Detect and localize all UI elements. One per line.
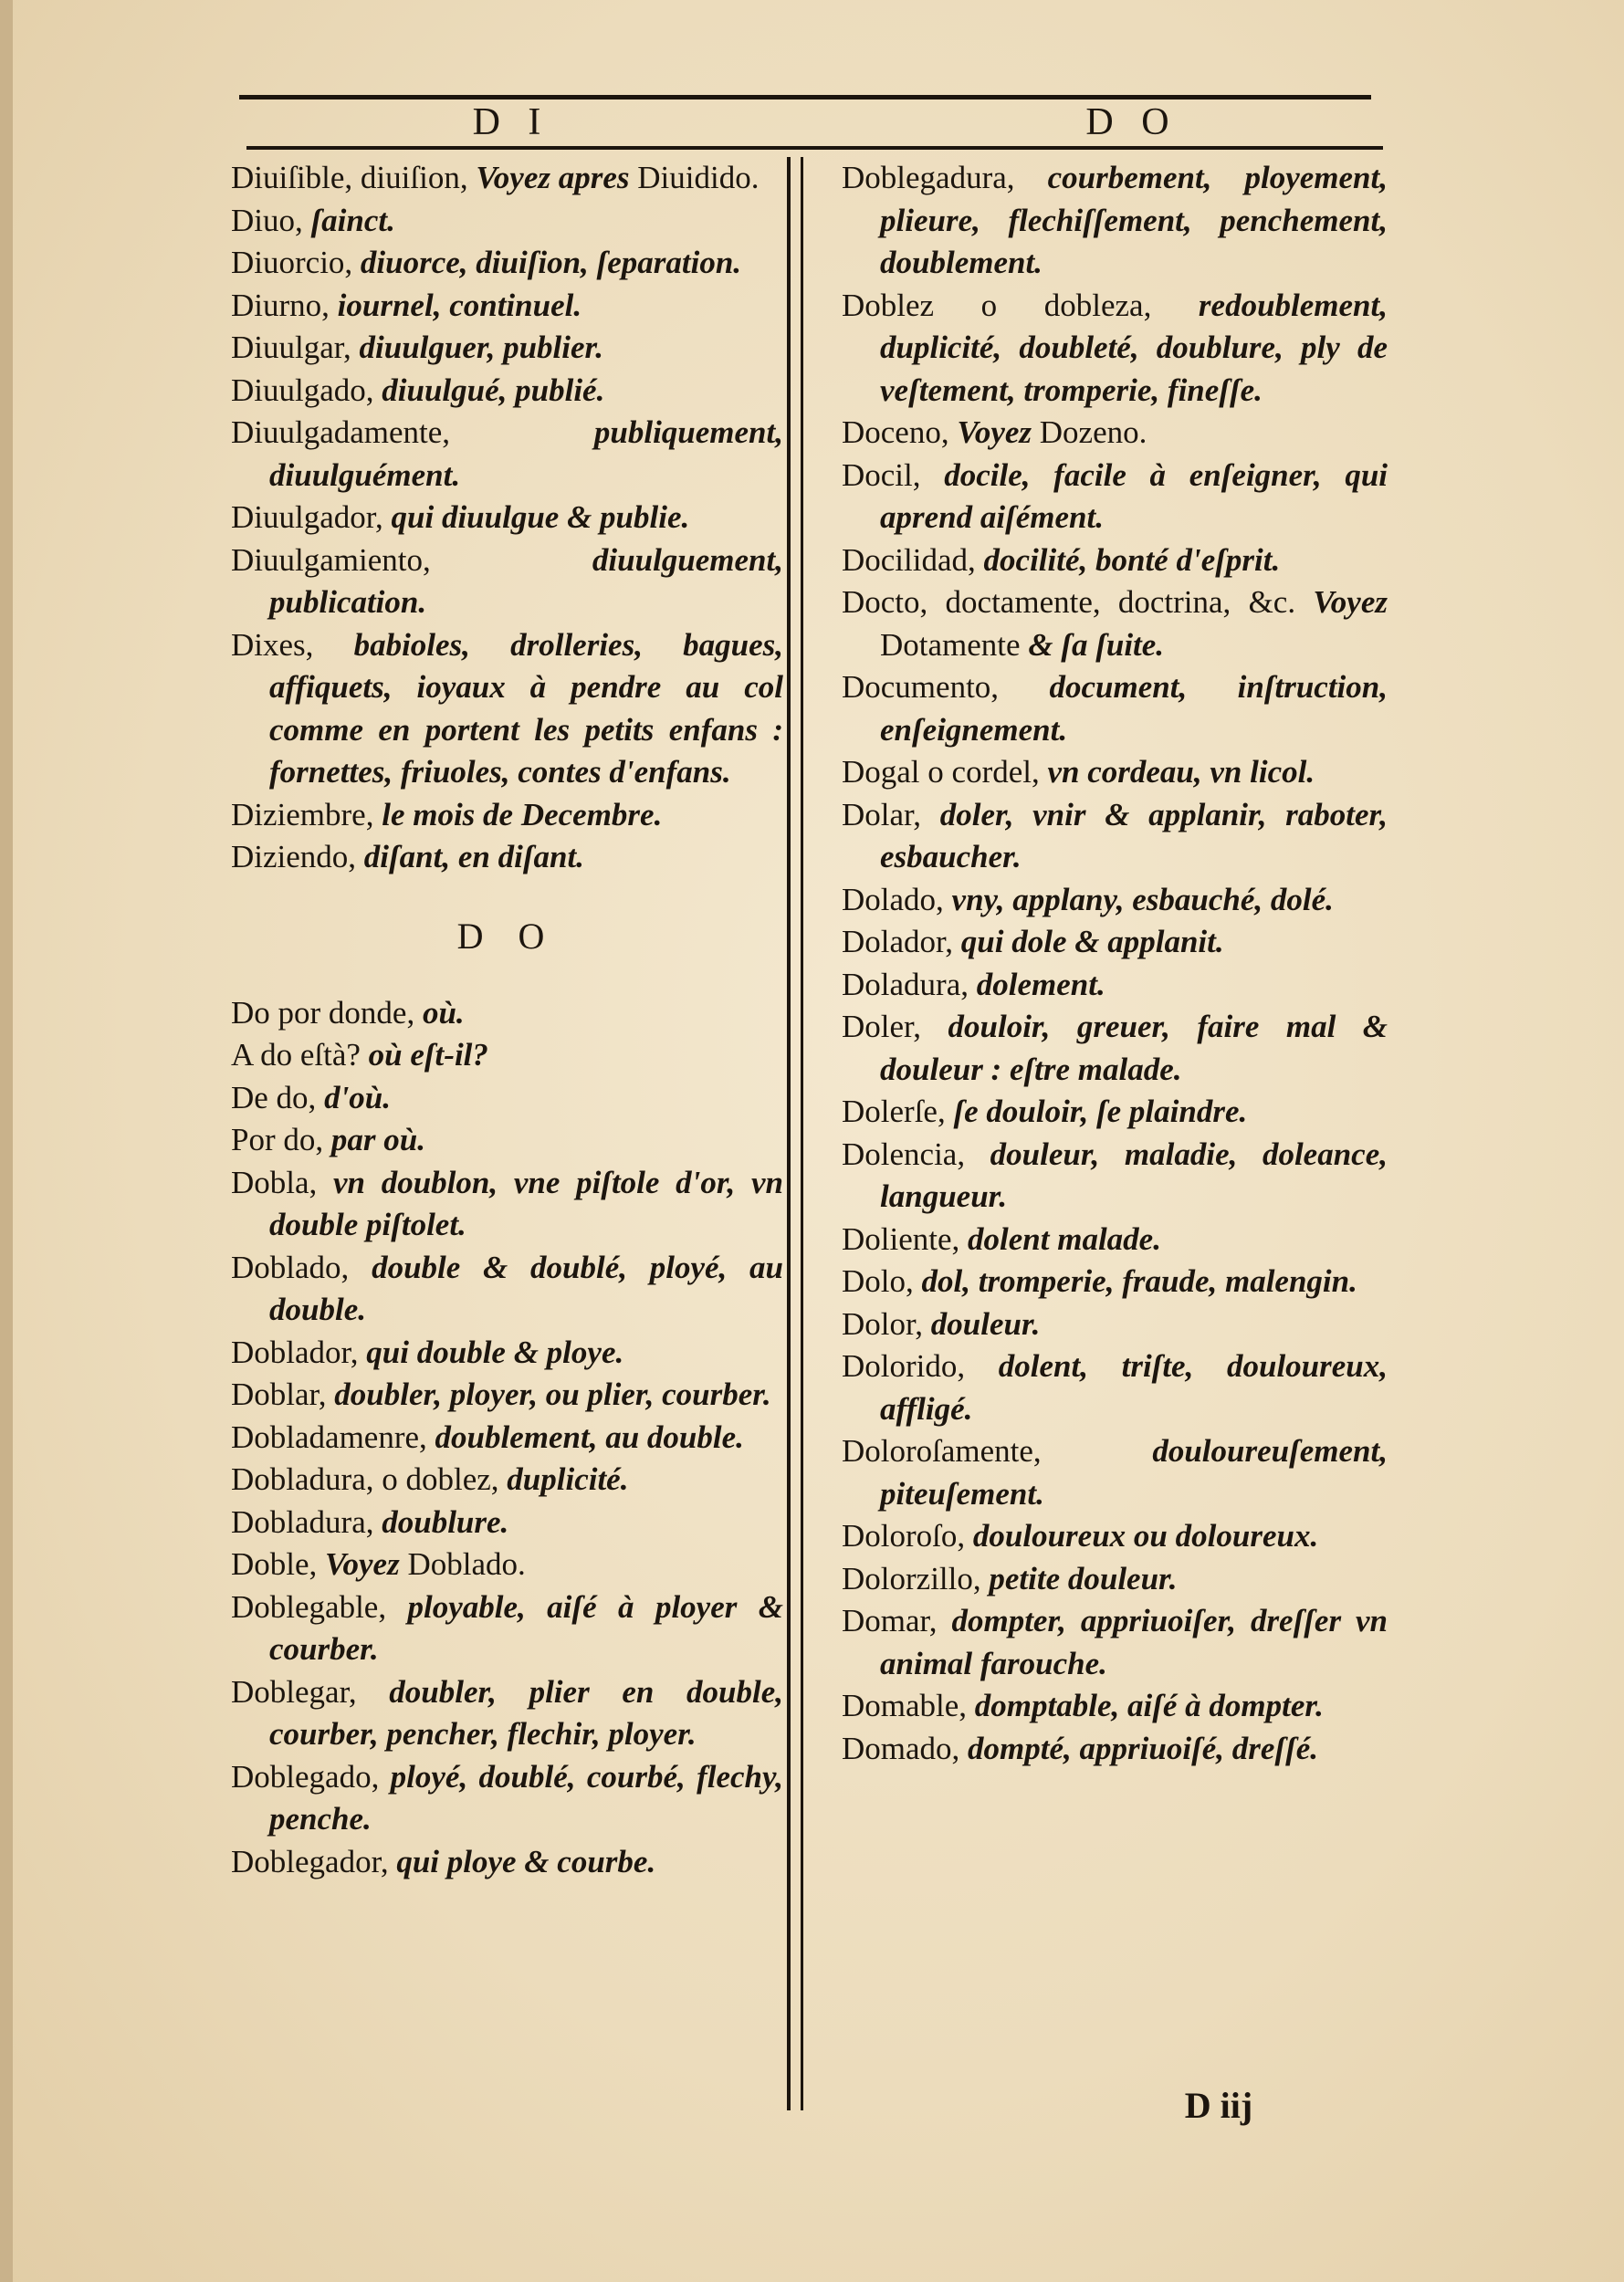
definition: doublement, au double.: [435, 1418, 744, 1455]
headword: Diuulgar,: [231, 330, 351, 365]
headword: Dobladura, o doblez,: [231, 1461, 499, 1497]
definition: diuulguer, publier.: [359, 330, 603, 365]
definition: petite douleur.: [989, 1560, 1178, 1596]
headword: Dobla,: [231, 1164, 318, 1200]
definition: où eſt-il?: [368, 1037, 488, 1073]
headword: Doliente,: [842, 1220, 960, 1257]
cross-reference: Dozeno.: [1039, 414, 1147, 450]
definition: vny, applany, esbauché, dolé.: [951, 881, 1334, 917]
dictionary-entry: [231, 200, 783, 243]
definition: document, inſtruction, enſeignement.: [880, 669, 1388, 748]
dictionary-entry: [231, 1162, 783, 1247]
headword: A do eſtà?: [231, 1037, 361, 1073]
headword: Dolorzillo,: [842, 1560, 981, 1596]
dictionary-entry: [842, 1685, 1388, 1728]
definition: diuulgué, publié.: [382, 372, 605, 408]
headword: Doblegado,: [231, 1758, 380, 1795]
dictionary-entry: [231, 1459, 783, 1502]
dictionary-entry: [842, 751, 1388, 794]
dictionary-entry: [842, 921, 1388, 964]
headword: Diuorcio,: [231, 245, 353, 280]
dictionary-entry: [231, 497, 783, 539]
definition: qui double & ploye.: [366, 1334, 624, 1370]
dictionary-entry: [231, 1841, 783, 1884]
dictionary-entry: [231, 370, 783, 413]
headword: De do,: [231, 1079, 317, 1115]
dictionary-entry: [231, 1671, 783, 1756]
definition: douleur, maladie, doleance, langueur.: [880, 1136, 1388, 1214]
definition: vn cordeau, vn licol.: [1047, 754, 1315, 790]
headword: Do por donde,: [231, 994, 415, 1031]
dictionary-entry: [231, 836, 783, 879]
definition: où.: [422, 994, 465, 1031]
headword: Diziendo,: [231, 839, 357, 874]
definition: doublure.: [382, 1503, 509, 1540]
definition: Voyez: [325, 1546, 400, 1582]
dictionary-entry: [842, 1006, 1388, 1091]
definition: dompté, appriuoiſé, dreſſé.: [968, 1730, 1319, 1766]
dictionary-entry: [842, 1091, 1388, 1134]
left-column: [231, 157, 783, 1883]
headword: Diuulgado,: [231, 372, 374, 408]
headword: Diuiſible, diuiſion,: [231, 160, 468, 195]
headword: Doblez o dobleza,: [842, 287, 1152, 323]
definition: douloir, greuer, faire mal & douleur : eſtre malade.: [880, 1009, 1388, 1087]
dictionary-entry: [842, 964, 1388, 1007]
definition: qui dole & applanit.: [960, 924, 1224, 959]
cross-reference: Diuidido.: [637, 160, 760, 195]
definition: ployable, aiſé à ployer & courber.: [269, 1588, 783, 1667]
dictionary-entry: [842, 1600, 1388, 1685]
headword: Doler,: [842, 1009, 922, 1044]
headword: Dolerſe,: [842, 1094, 946, 1129]
headword: Domado,: [842, 1730, 960, 1766]
definition: docile, facile à enſeigner, qui aprend aiſément.: [880, 456, 1388, 535]
dictionary-entry: [842, 1303, 1388, 1346]
cross-reference: Dotamente: [880, 626, 1021, 663]
dictionary-entry: [842, 412, 1388, 455]
definition: doubler, ployer, ou plier, courber.: [334, 1377, 771, 1412]
headword: Dolar,: [842, 796, 922, 832]
dictionary-entry: [231, 327, 783, 370]
left-entries: [231, 157, 783, 879]
definition: dolement.: [976, 966, 1105, 1002]
definition: docilité, bonté d'eſprit.: [983, 541, 1281, 578]
headword: Doblegar,: [231, 1673, 357, 1710]
definition: iournel, continuel.: [337, 287, 582, 323]
headword: Diuulgadamente,: [231, 414, 451, 450]
definition: dolent, triſte, douloureux, affligé.: [880, 1348, 1388, 1427]
definition: dolent malade.: [968, 1220, 1161, 1257]
headword: Doblegable,: [231, 1588, 387, 1625]
dictionary-entry: [231, 1756, 783, 1841]
dictionary-entry: [842, 1515, 1388, 1558]
column-divider: [787, 157, 791, 2110]
definition: diuulguement, publication.: [269, 541, 783, 620]
headword: Dobladamenre,: [231, 1418, 427, 1455]
definition: douloureuſement, piteuſement.: [880, 1433, 1388, 1512]
headword: Domable,: [842, 1688, 968, 1723]
headword: Domar,: [842, 1603, 938, 1638]
headword: Por do,: [231, 1122, 324, 1157]
header-rule-bottom: [246, 146, 1383, 150]
headword: Documento,: [842, 669, 1000, 705]
signature-mark: D iij: [1184, 2085, 1253, 2126]
cross-reference: Doblado.: [407, 1546, 526, 1582]
headword: Doblar,: [231, 1377, 327, 1412]
section-heading-do: D O: [456, 915, 558, 957]
dictionary-entry: [842, 455, 1388, 539]
headword: Doladura,: [842, 966, 969, 1002]
right-entries: [842, 157, 1388, 1770]
definition: d'où.: [324, 1079, 392, 1115]
headword: Dolo,: [842, 1263, 914, 1299]
dictionary-entry: [231, 992, 783, 1035]
headword: Dixes,: [231, 626, 314, 663]
dictionary-entry: [231, 1077, 783, 1120]
dictionary-entry: [231, 1374, 783, 1417]
definition: qui ploye & courbe.: [396, 1843, 656, 1879]
definition: ſainct.: [310, 202, 395, 238]
dictionary-entry: [231, 794, 783, 837]
headword: Dogal o cordel,: [842, 754, 1040, 790]
headword: Doblegador,: [231, 1843, 389, 1879]
definition: vn doublon, vne piſtole d'or, vn double piſtolet.: [269, 1164, 784, 1242]
definition: courbement, ployement, plieure, flechiſſement, penchement, doublement.: [880, 160, 1388, 280]
definition: publiquement, diuulguément.: [269, 414, 783, 493]
headword: Dolencia,: [842, 1136, 966, 1172]
headword: Doblado,: [231, 1249, 350, 1285]
definition: domptable, aiſé à dompter.: [974, 1688, 1324, 1723]
headword: Diurno,: [231, 287, 330, 323]
headword: Diuo,: [231, 202, 303, 238]
headword: Dolor,: [842, 1305, 924, 1342]
headword: Doblegadura,: [842, 160, 1015, 195]
dictionary-entry: [231, 624, 783, 794]
dictionary-entry: [231, 1247, 783, 1332]
definition: diſant, en diſant.: [363, 839, 584, 874]
definition: par où.: [330, 1122, 425, 1157]
definition-cont: & ſa ſuite.: [1028, 626, 1165, 663]
headword: Doble,: [231, 1546, 318, 1582]
dictionary-entry: [842, 1345, 1388, 1430]
definition: Voyez apres: [476, 160, 630, 195]
dictionary-entry: [231, 1544, 783, 1586]
headword: Doloroſo,: [842, 1518, 966, 1554]
dictionary-entry: [842, 581, 1388, 666]
page-edge: [0, 0, 13, 2282]
dictionary-entry: [231, 1034, 783, 1077]
definition: ployé, doublé, courbé, flechy, penche.: [269, 1758, 784, 1837]
definition: double & doublé, ployé, au double.: [269, 1249, 784, 1327]
dictionary-entry: [231, 1119, 783, 1162]
headword: Doceno,: [842, 414, 949, 450]
definition: diuorce, diuiſion, ſeparation.: [360, 245, 742, 280]
headword: Dolorido,: [842, 1348, 966, 1384]
definition: le mois de Decembre.: [382, 796, 663, 832]
dictionary-entry: [231, 285, 783, 328]
definition: douleur.: [930, 1305, 1041, 1342]
definition: Voyez: [957, 414, 1032, 450]
headword: Docilidad,: [842, 541, 976, 578]
definition: babioles, drolleries, bagues, affiquets, ioyaux à pendre au col comme en portent les petits enfans : fornettes, friuoles, contes d'enfans.: [269, 626, 783, 790]
dictionary-entry: [842, 1558, 1388, 1601]
definition: redoublement, duplicité, doubleté, doublure, ply de veſtement, tromperie, fineſſe.: [880, 287, 1388, 408]
definition: ſe douloir, ſe plaindre.: [953, 1094, 1248, 1129]
dictionary-entry: [842, 794, 1388, 879]
definition: douloureux ou doloureux.: [972, 1518, 1319, 1554]
running-head-left: D I: [472, 101, 550, 143]
dictionary-entry: [842, 879, 1388, 922]
dictionary-entry: [842, 666, 1388, 751]
headword: Docto, doctamente, doctrina, &c.: [842, 584, 1296, 620]
definition: Voyez: [1313, 584, 1388, 620]
definition: doler, vnir & applanir, raboter, esbaucher.: [880, 796, 1388, 874]
dictionary-entry: [842, 157, 1388, 285]
dictionary-entry: [231, 1417, 783, 1460]
headword: Diuulgador,: [231, 499, 383, 535]
dictionary-entry: [231, 242, 783, 285]
headword: Diziembre,: [231, 796, 374, 832]
dictionary-entry: [231, 1586, 783, 1671]
column-divider-inner: [801, 157, 803, 2110]
dictionary-entry: [842, 1728, 1388, 1771]
left-entries-do: [231, 992, 783, 1884]
running-head-right: D O: [1085, 101, 1179, 143]
right-column: [842, 157, 1388, 1770]
definition: doubler, plier en double, courber, pencher, flechir, ployer.: [269, 1673, 783, 1752]
definition: duplicité.: [507, 1461, 629, 1497]
dictionary-entry: [231, 1502, 783, 1544]
headword: Dolado,: [842, 881, 944, 917]
dictionary-entry: [231, 157, 783, 200]
definition: qui diuulgue & publie.: [391, 499, 690, 535]
dictionary-entry: [842, 1219, 1388, 1261]
dictionary-entry: [231, 539, 783, 624]
headword: Doloroſamente,: [842, 1433, 1042, 1469]
definition: dompter, appriuoiſer, dreſſer vn animal farouche.: [880, 1603, 1388, 1681]
headword: Diuulgamiento,: [231, 541, 431, 578]
headword: Doblador,: [231, 1334, 359, 1370]
headword: Docil,: [842, 456, 921, 493]
headword: Dobladura,: [231, 1503, 374, 1540]
dictionary-entry: [231, 412, 783, 497]
dictionary-entry: [842, 285, 1388, 413]
headword: Dolador,: [842, 924, 954, 959]
definition: dol, tromperie, fraude, malengin.: [921, 1263, 1357, 1299]
dictionary-entry: [842, 539, 1388, 582]
dictionary-entry: [231, 1332, 783, 1375]
dictionary-entry: [842, 1134, 1388, 1219]
dictionary-entry: [842, 1430, 1388, 1515]
dictionary-entry: [842, 1261, 1388, 1303]
